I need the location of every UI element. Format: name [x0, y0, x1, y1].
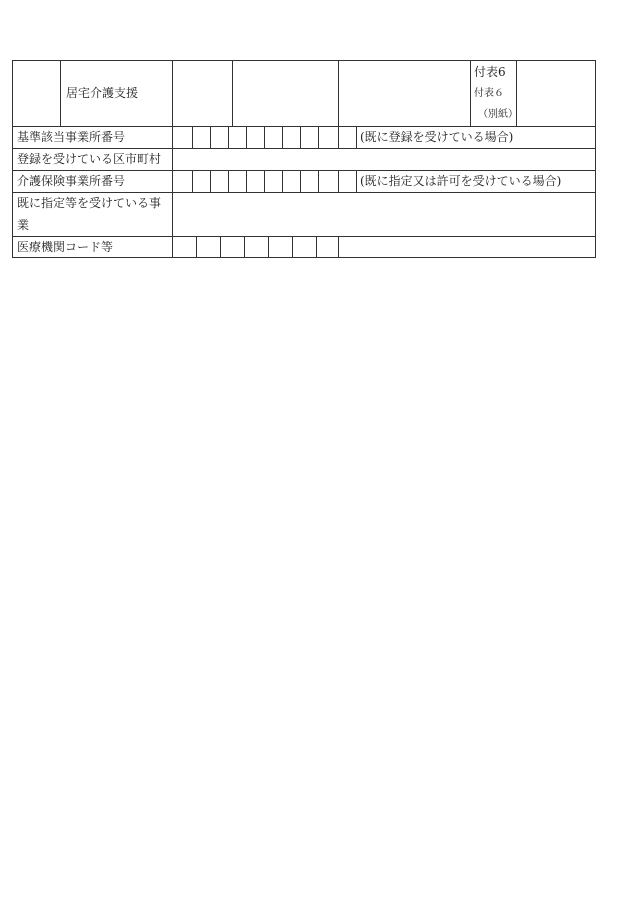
row-divider [12, 192, 596, 193]
header-divider [172, 60, 173, 258]
attachment-label: 付表6 [474, 65, 506, 79]
row-note-care-insurance-office-number: (既に指定又は許可を受けている場合) [360, 174, 562, 188]
header-divider [470, 60, 471, 126]
row-divider [12, 170, 596, 171]
row-note-standard-office-number: (既に登録を受けている場合) [360, 130, 514, 144]
attachment-label-small: 付表６ [474, 88, 504, 99]
row-label-registered-municipality: 登録を受けている区市町村 [17, 152, 162, 166]
service-name: 居宅介護支援 [66, 86, 139, 100]
row-divider [12, 148, 596, 149]
row-label-care-insurance-office-number: 介護保険事業所番号 [17, 174, 126, 188]
row-divider [12, 236, 596, 237]
row-label-existing-business-1: 既に指定等を受けている事 [17, 196, 162, 210]
attachment-annex: （別紙） [478, 109, 518, 120]
header-divider [232, 60, 233, 126]
header-divider [60, 60, 61, 126]
row-label-existing-business-2: 業 [17, 218, 30, 232]
row-label-medical-institution-code: 医療機関コード等 [17, 240, 114, 254]
row-label-standard-office-number: 基準該当事業所番号 [17, 130, 126, 144]
row-divider [12, 126, 596, 127]
header-divider [338, 60, 339, 126]
